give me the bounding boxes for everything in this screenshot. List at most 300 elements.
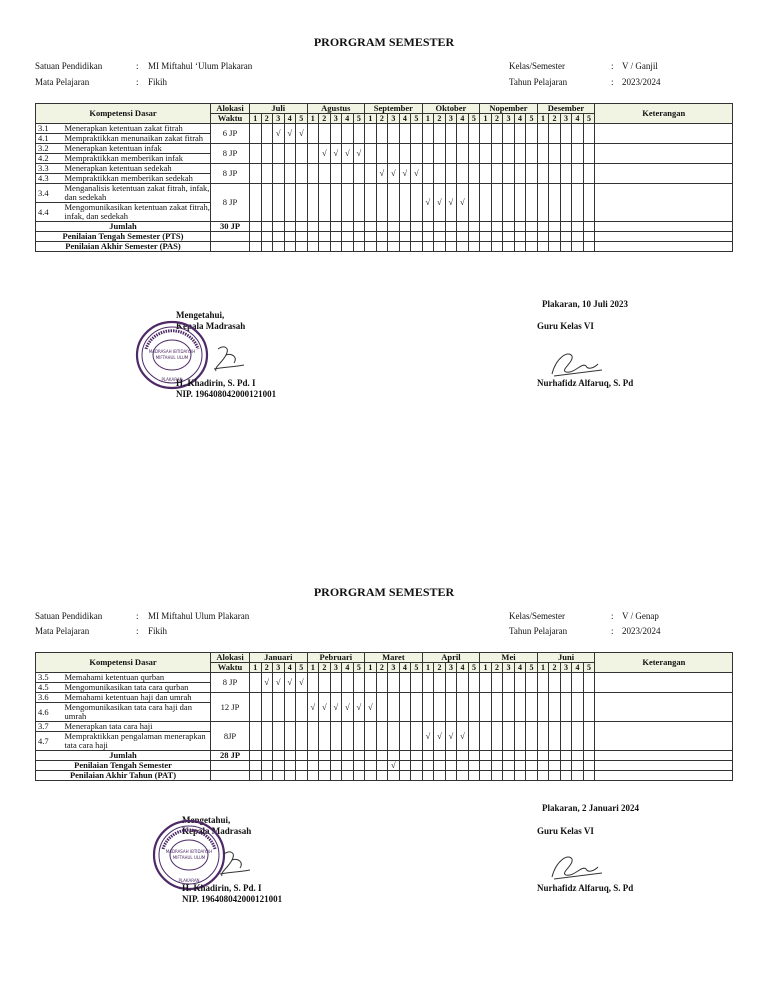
week-cell bbox=[514, 722, 526, 751]
alokasi-value: 6 JP bbox=[211, 124, 250, 144]
week-cell bbox=[296, 184, 308, 222]
week-number: 1 bbox=[250, 114, 262, 124]
week-cell bbox=[319, 164, 331, 184]
week-cell bbox=[250, 751, 262, 761]
week-number: 3 bbox=[388, 114, 400, 124]
week-cell bbox=[284, 242, 296, 252]
check-mark: √ bbox=[261, 673, 273, 693]
kd-text: Mengomunikasikan tata cara qurban bbox=[64, 683, 211, 693]
month-header: Oktober bbox=[422, 104, 480, 114]
week-cell bbox=[560, 164, 572, 184]
week-cell bbox=[296, 222, 308, 232]
week-cell bbox=[250, 722, 262, 751]
month-header: Mei bbox=[480, 653, 538, 663]
week-cell bbox=[491, 184, 503, 222]
colon: : bbox=[136, 611, 139, 621]
week-number: 4 bbox=[572, 114, 584, 124]
week-number: 3 bbox=[273, 114, 285, 124]
header-row bbox=[36, 104, 733, 114]
week-cell bbox=[319, 722, 331, 751]
week-cell bbox=[434, 242, 446, 252]
week-cell bbox=[526, 761, 538, 771]
week-cell bbox=[296, 761, 308, 771]
week-cell bbox=[261, 722, 273, 751]
tahun-label: Tahun Pelajaran bbox=[509, 77, 568, 87]
week-cell bbox=[261, 222, 273, 232]
week-cell bbox=[330, 722, 342, 751]
week-cell bbox=[307, 124, 319, 144]
week-cell bbox=[353, 184, 365, 222]
week-cell bbox=[388, 232, 400, 242]
kelas-value: V / Genap bbox=[622, 611, 659, 621]
week-cell bbox=[514, 751, 526, 761]
kelas-label: Kelas/Semester bbox=[509, 611, 565, 621]
week-cell bbox=[560, 751, 572, 761]
week-cell bbox=[491, 751, 503, 761]
week-cell bbox=[457, 124, 469, 144]
svg-text:MIFTAHUL ULUM: MIFTAHUL ULUM bbox=[172, 855, 206, 860]
week-number: 2 bbox=[549, 663, 561, 673]
kd-text: Memahami ketentuan haji dan umrah bbox=[64, 693, 211, 703]
alokasi-value bbox=[211, 761, 250, 771]
week-cell bbox=[434, 144, 446, 164]
tahun-label: Tahun Pelajaran bbox=[509, 626, 568, 636]
week-cell bbox=[284, 751, 296, 761]
week-cell bbox=[514, 232, 526, 242]
header-kompetensi: Kompetensi Dasar bbox=[36, 653, 211, 673]
week-cell bbox=[503, 242, 515, 252]
place-date: Plakaran, 10 Juli 2023 bbox=[542, 299, 629, 309]
week-cell bbox=[457, 751, 469, 761]
check-mark: √ bbox=[388, 164, 400, 184]
week-cell bbox=[284, 761, 296, 771]
week-cell bbox=[445, 761, 457, 771]
week-cell bbox=[388, 222, 400, 232]
week-cell bbox=[468, 722, 480, 751]
week-cell bbox=[399, 222, 411, 232]
week-cell bbox=[434, 164, 446, 184]
check-mark: √ bbox=[330, 144, 342, 164]
week-cell bbox=[537, 184, 549, 222]
week-cell bbox=[353, 722, 365, 751]
week-cell bbox=[491, 242, 503, 252]
week-cell bbox=[526, 232, 538, 242]
keterangan-cell bbox=[595, 722, 733, 751]
week-cell bbox=[537, 693, 549, 722]
week-cell bbox=[572, 693, 584, 722]
week-cell bbox=[514, 693, 526, 722]
week-cell bbox=[480, 761, 492, 771]
week-cell bbox=[549, 232, 561, 242]
week-cell bbox=[468, 164, 480, 184]
kd-row bbox=[36, 164, 733, 174]
alokasi-value: 8 JP bbox=[211, 184, 250, 222]
week-cell bbox=[353, 124, 365, 144]
week-cell bbox=[526, 693, 538, 722]
week-cell bbox=[572, 242, 584, 252]
week-cell bbox=[480, 673, 492, 693]
keterangan-cell bbox=[595, 761, 733, 771]
week-number: 2 bbox=[376, 663, 388, 673]
month-header: September bbox=[365, 104, 423, 114]
week-cell bbox=[307, 184, 319, 222]
svg-text:MADRASAH IBTIDAIYAH: MADRASAH IBTIDAIYAH bbox=[148, 349, 196, 354]
check-mark: √ bbox=[353, 144, 365, 164]
week-cell bbox=[273, 771, 285, 781]
week-cell bbox=[572, 144, 584, 164]
week-cell bbox=[250, 771, 262, 781]
week-number: 5 bbox=[353, 114, 365, 124]
week-cell bbox=[330, 242, 342, 252]
week-cell bbox=[353, 751, 365, 761]
week-cell bbox=[526, 242, 538, 252]
week-number: 2 bbox=[491, 663, 503, 673]
week-cell bbox=[376, 751, 388, 761]
week-number: 5 bbox=[526, 663, 538, 673]
keterangan-cell bbox=[595, 673, 733, 693]
week-cell bbox=[353, 771, 365, 781]
week-cell bbox=[411, 232, 423, 242]
week-cell bbox=[376, 242, 388, 252]
week-cell bbox=[388, 242, 400, 252]
week-cell bbox=[399, 673, 411, 693]
colon: : bbox=[136, 77, 139, 87]
week-number: 5 bbox=[353, 663, 365, 673]
kd-text: Menganalisis ketentuan zakat fitrah, infak, dan sedekah bbox=[64, 183, 210, 202]
alokasi-value bbox=[211, 242, 250, 252]
week-cell bbox=[399, 761, 411, 771]
week-cell bbox=[250, 144, 262, 164]
week-cell bbox=[376, 722, 388, 751]
week-cell bbox=[411, 242, 423, 252]
week-cell bbox=[284, 232, 296, 242]
sum-value: 28 JP bbox=[211, 751, 250, 761]
week-cell bbox=[491, 232, 503, 242]
week-cell bbox=[514, 673, 526, 693]
week-cell bbox=[376, 124, 388, 144]
week-cell bbox=[422, 232, 434, 242]
check-mark: √ bbox=[296, 124, 308, 144]
alokasi-value: 8 JP bbox=[211, 673, 250, 693]
month-header: April bbox=[422, 653, 480, 663]
week-cell bbox=[330, 164, 342, 184]
week-cell bbox=[537, 761, 549, 771]
week-number: 4 bbox=[457, 114, 469, 124]
colon: : bbox=[611, 61, 614, 71]
week-cell bbox=[365, 184, 377, 222]
week-number: 5 bbox=[468, 663, 480, 673]
week-cell bbox=[296, 144, 308, 164]
week-cell bbox=[434, 761, 446, 771]
week-cell bbox=[250, 164, 262, 184]
week-cell bbox=[411, 751, 423, 761]
week-cell bbox=[583, 232, 595, 242]
week-cell bbox=[468, 761, 480, 771]
week-number: 5 bbox=[296, 114, 308, 124]
week-cell bbox=[422, 761, 434, 771]
alokasi-value: 8 JP bbox=[211, 144, 250, 164]
guru-label: Guru Kelas VI bbox=[537, 826, 594, 836]
week-cell bbox=[468, 693, 480, 722]
check-mark: √ bbox=[330, 693, 342, 722]
guru-signature bbox=[546, 851, 604, 881]
week-cell bbox=[319, 751, 331, 761]
week-cell bbox=[480, 144, 492, 164]
keterangan-cell bbox=[595, 771, 733, 781]
check-mark: √ bbox=[342, 144, 354, 164]
alokasi-value bbox=[211, 232, 250, 242]
week-cell bbox=[480, 184, 492, 222]
kepala-nip: NIP. 196408042000121001 bbox=[176, 389, 277, 399]
week-cell bbox=[583, 124, 595, 144]
week-cell bbox=[537, 124, 549, 144]
week-number: 3 bbox=[560, 663, 572, 673]
kd-number: 3.1 bbox=[36, 124, 64, 134]
week-cell bbox=[445, 124, 457, 144]
colon: : bbox=[611, 77, 614, 87]
week-cell bbox=[537, 722, 549, 751]
schedule-table bbox=[35, 652, 733, 781]
week-cell bbox=[399, 232, 411, 242]
week-cell bbox=[572, 124, 584, 144]
week-number: 4 bbox=[284, 114, 296, 124]
week-cell bbox=[399, 771, 411, 781]
week-cell bbox=[445, 222, 457, 232]
kd-text: Mengomunikasikan tata cara haji dan umrah bbox=[64, 703, 211, 722]
week-cell bbox=[365, 124, 377, 144]
week-cell bbox=[296, 164, 308, 184]
week-cell bbox=[388, 184, 400, 222]
week-cell bbox=[491, 761, 503, 771]
week-cell bbox=[261, 124, 273, 144]
week-cell bbox=[526, 124, 538, 144]
week-cell bbox=[307, 761, 319, 771]
week-cell bbox=[399, 722, 411, 751]
week-cell bbox=[330, 761, 342, 771]
check-mark: √ bbox=[273, 124, 285, 144]
week-cell bbox=[503, 761, 515, 771]
assessment-row bbox=[36, 242, 733, 252]
week-cell bbox=[457, 242, 469, 252]
week-cell bbox=[445, 242, 457, 252]
week-cell bbox=[388, 771, 400, 781]
week-cell bbox=[342, 751, 354, 761]
week-number: 4 bbox=[284, 663, 296, 673]
week-cell bbox=[284, 722, 296, 751]
week-cell bbox=[353, 164, 365, 184]
page-title: PRORGRAM SEMESTER bbox=[313, 585, 455, 599]
week-number: 3 bbox=[560, 114, 572, 124]
week-cell bbox=[503, 144, 515, 164]
week-cell bbox=[250, 184, 262, 222]
week-cell bbox=[365, 771, 377, 781]
week-cell bbox=[330, 673, 342, 693]
week-number: 3 bbox=[330, 114, 342, 124]
week-cell bbox=[307, 751, 319, 761]
week-cell bbox=[434, 124, 446, 144]
week-cell bbox=[491, 771, 503, 781]
week-cell bbox=[503, 222, 515, 232]
week-number: 3 bbox=[503, 663, 515, 673]
week-cell bbox=[480, 164, 492, 184]
kd-number: 4.7 bbox=[36, 732, 64, 751]
week-cell bbox=[411, 761, 423, 771]
week-cell bbox=[388, 144, 400, 164]
week-cell bbox=[503, 124, 515, 144]
assessment-label: Penilaian Tengah Semester bbox=[36, 761, 211, 771]
week-cell bbox=[376, 184, 388, 222]
week-cell bbox=[434, 222, 446, 232]
week-cell bbox=[261, 242, 273, 252]
week-cell bbox=[572, 771, 584, 781]
week-number: 5 bbox=[296, 663, 308, 673]
week-cell bbox=[549, 771, 561, 781]
week-cell bbox=[491, 164, 503, 184]
week-cell bbox=[468, 184, 480, 222]
week-cell bbox=[376, 673, 388, 693]
header-alokasi: Alokasi bbox=[211, 104, 250, 114]
week-cell bbox=[445, 673, 457, 693]
week-number: 5 bbox=[411, 663, 423, 673]
kd-number: 3.3 bbox=[36, 164, 64, 174]
week-cell bbox=[468, 751, 480, 761]
week-cell bbox=[388, 673, 400, 693]
week-number: 1 bbox=[537, 114, 549, 124]
alokasi-value: 8 JP bbox=[211, 164, 250, 184]
week-cell bbox=[526, 222, 538, 232]
schedule-table bbox=[35, 103, 733, 252]
week-cell bbox=[422, 751, 434, 761]
week-number: 4 bbox=[342, 663, 354, 673]
mengetahui-label: Mengetahui, bbox=[176, 310, 225, 320]
check-mark: √ bbox=[445, 184, 457, 222]
week-cell bbox=[422, 673, 434, 693]
kd-number: 4.1 bbox=[36, 134, 64, 144]
week-cell bbox=[284, 184, 296, 222]
week-number: 4 bbox=[514, 663, 526, 673]
kd-number: 4.2 bbox=[36, 154, 64, 164]
week-cell bbox=[503, 693, 515, 722]
alokasi-value: 12 JP bbox=[211, 693, 250, 722]
week-cell bbox=[342, 242, 354, 252]
week-cell bbox=[376, 144, 388, 164]
week-cell bbox=[537, 144, 549, 164]
svg-text:MADRASAH IBTIDAIYAH: MADRASAH IBTIDAIYAH bbox=[165, 849, 213, 854]
week-cell bbox=[388, 722, 400, 751]
kepala-name: H. Khadirin, S. Pd. I bbox=[176, 378, 256, 388]
week-cell bbox=[284, 222, 296, 232]
week-cell bbox=[560, 232, 572, 242]
week-cell bbox=[342, 164, 354, 184]
week-cell bbox=[422, 222, 434, 232]
week-cell bbox=[560, 673, 572, 693]
week-cell bbox=[526, 144, 538, 164]
week-cell bbox=[572, 232, 584, 242]
week-cell bbox=[307, 222, 319, 232]
week-cell bbox=[422, 164, 434, 184]
week-number: 2 bbox=[434, 663, 446, 673]
kd-text: Menerapkan ketentuan infak bbox=[64, 144, 211, 154]
week-cell bbox=[480, 222, 492, 232]
alokasi-value bbox=[211, 771, 250, 781]
week-cell bbox=[353, 222, 365, 232]
week-cell bbox=[583, 164, 595, 184]
week-cell bbox=[319, 124, 331, 144]
week-cell bbox=[330, 124, 342, 144]
guru-name: Nurhafidz Alfaruq, S. Pd bbox=[537, 883, 634, 893]
week-number: 5 bbox=[468, 114, 480, 124]
month-header: Maret bbox=[365, 653, 423, 663]
week-cell bbox=[353, 673, 365, 693]
kd-row bbox=[36, 673, 733, 683]
week-cell bbox=[365, 242, 377, 252]
week-cell bbox=[296, 751, 308, 761]
keterangan-cell bbox=[595, 751, 733, 761]
header-row bbox=[36, 653, 733, 663]
week-cell bbox=[526, 164, 538, 184]
keterangan-cell bbox=[595, 693, 733, 722]
week-cell bbox=[537, 771, 549, 781]
keterangan-cell bbox=[595, 232, 733, 242]
week-cell bbox=[434, 771, 446, 781]
mapel-value: Fikih bbox=[148, 626, 168, 636]
week-cell bbox=[549, 673, 561, 693]
week-cell bbox=[342, 761, 354, 771]
check-mark: √ bbox=[284, 673, 296, 693]
week-cell bbox=[503, 771, 515, 781]
month-header: Juni bbox=[537, 653, 595, 663]
mapel-label: Mata Pelajaran bbox=[35, 626, 90, 636]
week-cell bbox=[491, 144, 503, 164]
kepala-label: Kepala Madrasah bbox=[176, 321, 246, 331]
satuan-value: MI Miftahul Ulum Plakaran bbox=[148, 611, 250, 621]
tahun-value: 2023/2024 bbox=[622, 77, 661, 87]
week-cell bbox=[514, 184, 526, 222]
week-cell bbox=[549, 242, 561, 252]
week-cell bbox=[583, 722, 595, 751]
week-cell bbox=[261, 184, 273, 222]
week-cell bbox=[583, 693, 595, 722]
keterangan-cell bbox=[595, 164, 733, 184]
sum-value: 30 JP bbox=[211, 222, 250, 232]
week-cell bbox=[365, 222, 377, 232]
kd-text: Mempraktikkan memberikan sedekah bbox=[64, 174, 211, 184]
keterangan-cell bbox=[595, 144, 733, 164]
week-cell bbox=[537, 751, 549, 761]
week-cell bbox=[342, 184, 354, 222]
week-cell bbox=[330, 771, 342, 781]
week-cell bbox=[572, 222, 584, 232]
week-cell bbox=[411, 673, 423, 693]
keterangan-cell bbox=[595, 184, 733, 222]
kelas-value: V / Ganjil bbox=[622, 61, 658, 71]
kd-row bbox=[36, 722, 733, 732]
week-number: 2 bbox=[319, 663, 331, 673]
kd-text: Menerapkan tata cara haji bbox=[64, 722, 211, 732]
week-cell bbox=[342, 232, 354, 242]
check-mark: √ bbox=[273, 673, 285, 693]
week-cell bbox=[422, 144, 434, 164]
colon: : bbox=[136, 626, 139, 636]
week-cell bbox=[307, 232, 319, 242]
check-mark: √ bbox=[319, 693, 331, 722]
week-number: 5 bbox=[526, 114, 538, 124]
week-number: 1 bbox=[250, 663, 262, 673]
week-cell bbox=[480, 242, 492, 252]
week-cell bbox=[284, 164, 296, 184]
week-cell bbox=[250, 222, 262, 232]
assessment-label: Penilaian Tengah Semester (PTS) bbox=[36, 232, 211, 242]
